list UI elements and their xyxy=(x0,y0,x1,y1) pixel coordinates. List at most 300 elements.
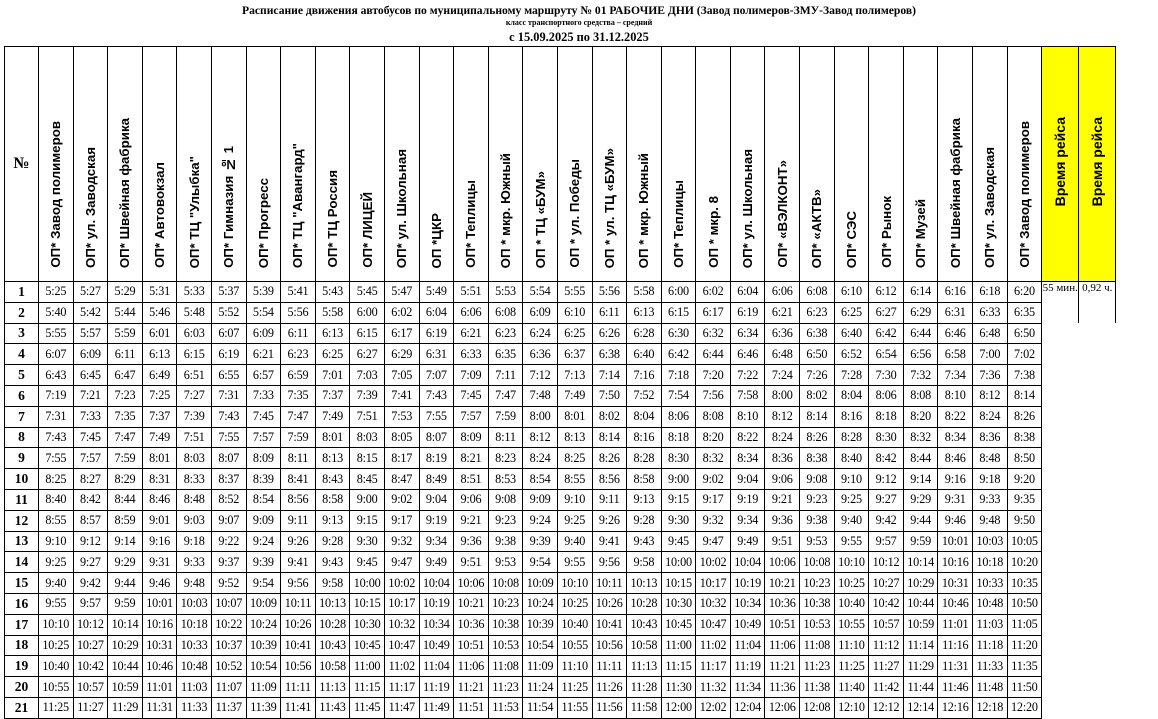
departure-time: 9:24 xyxy=(523,510,558,531)
departure-time: 7:21 xyxy=(73,385,108,406)
departure-time: 11:13 xyxy=(627,656,662,677)
departure-time: 10:15 xyxy=(350,593,385,614)
departure-time: 9:18 xyxy=(973,469,1008,490)
departure-time: 11:33 xyxy=(973,656,1008,677)
departure-time: 7:58 xyxy=(730,385,765,406)
departure-time: 6:02 xyxy=(384,302,419,323)
departure-time: 10:36 xyxy=(454,614,489,635)
departure-time: 7:32 xyxy=(903,365,938,386)
departure-time: 8:24 xyxy=(765,427,800,448)
departure-time: 8:05 xyxy=(384,427,419,448)
departure-time: 9:09 xyxy=(246,510,281,531)
departure-time: 6:28 xyxy=(627,323,662,344)
departure-time: 11:42 xyxy=(869,677,904,698)
departure-time: 9:45 xyxy=(350,552,385,573)
trip-number: 4 xyxy=(5,344,39,365)
blank-area xyxy=(1042,323,1116,718)
departure-time: 8:09 xyxy=(454,427,489,448)
departure-time: 7:43 xyxy=(211,406,246,427)
departure-time: 10:45 xyxy=(350,635,385,656)
departure-time: 6:42 xyxy=(869,323,904,344)
departure-time: 10:43 xyxy=(627,614,662,635)
table-row xyxy=(5,323,1116,344)
departure-time: 10:30 xyxy=(661,593,696,614)
departure-time: 8:30 xyxy=(869,427,904,448)
departure-time: 7:26 xyxy=(800,365,835,386)
departure-time: 5:44 xyxy=(108,302,143,323)
departure-time: 8:24 xyxy=(973,406,1008,427)
trip-number: 1 xyxy=(5,282,39,303)
departure-time: 11:40 xyxy=(834,677,869,698)
departure-time: 7:47 xyxy=(108,427,143,448)
departure-time: 10:04 xyxy=(730,552,765,573)
departure-time: 9:13 xyxy=(315,510,350,531)
departure-time: 8:50 xyxy=(1007,448,1042,469)
departure-time: 9:40 xyxy=(557,531,592,552)
departure-time: 6:48 xyxy=(973,323,1008,344)
departure-time: 6:54 xyxy=(869,344,904,365)
stop-header: ОП* ТЦ "Улыбка" xyxy=(177,47,212,282)
departure-time: 9:00 xyxy=(661,469,696,490)
departure-time: 11:09 xyxy=(246,677,281,698)
departure-time: 6:27 xyxy=(869,302,904,323)
departure-time: 9:25 xyxy=(557,510,592,531)
departure-time: 11:54 xyxy=(523,697,558,718)
departure-time: 10:21 xyxy=(765,573,800,594)
departure-time: 10:14 xyxy=(108,614,143,635)
departure-time: 6:03 xyxy=(177,323,212,344)
departure-time: 8:55 xyxy=(557,469,592,490)
departure-time: 10:23 xyxy=(800,573,835,594)
departure-time: 5:56 xyxy=(592,282,627,303)
departure-time: 9:04 xyxy=(419,489,454,510)
departure-time: 11:29 xyxy=(903,656,938,677)
departure-time: 9:43 xyxy=(315,552,350,573)
departure-time: 8:54 xyxy=(523,469,558,490)
departure-time: 8:57 xyxy=(73,510,108,531)
departure-time: 9:21 xyxy=(765,489,800,510)
departure-time: 6:26 xyxy=(592,323,627,344)
departure-time: 6:45 xyxy=(73,365,108,386)
departure-time: 11:24 xyxy=(523,677,558,698)
departure-time: 8:14 xyxy=(1007,385,1042,406)
departure-time: 6:51 xyxy=(177,365,212,386)
departure-time: 8:48 xyxy=(177,489,212,510)
departure-time: 9:24 xyxy=(246,531,281,552)
departure-time: 9:45 xyxy=(661,531,696,552)
departure-time: 9:49 xyxy=(419,552,454,573)
departure-time: 11:39 xyxy=(246,697,281,718)
departure-time: 8:32 xyxy=(903,427,938,448)
table-row xyxy=(5,344,1116,365)
stop-header: ОП* Завод полимеров xyxy=(1007,47,1042,282)
departure-time: 6:30 xyxy=(661,323,696,344)
departure-time: 6:06 xyxy=(765,282,800,303)
departure-time: 10:33 xyxy=(973,573,1008,594)
departure-time: 10:46 xyxy=(142,656,177,677)
departure-time: 7:52 xyxy=(627,385,662,406)
departure-time: 7:41 xyxy=(384,385,419,406)
departure-time: 10:47 xyxy=(696,614,731,635)
departure-time: 10:48 xyxy=(973,593,1008,614)
departure-time: 9:30 xyxy=(661,510,696,531)
departure-time: 9:33 xyxy=(973,489,1008,510)
departure-time: 10:53 xyxy=(488,635,523,656)
departure-time: 6:07 xyxy=(39,344,74,365)
departure-time: 8:53 xyxy=(488,469,523,490)
departure-time: 10:48 xyxy=(177,656,212,677)
departure-time: 8:25 xyxy=(39,469,74,490)
departure-time: 9:39 xyxy=(523,531,558,552)
stop-header: ОП* ЛИЦЕЙ xyxy=(350,47,385,282)
departure-time: 10:59 xyxy=(108,677,143,698)
departure-time: 8:16 xyxy=(834,406,869,427)
departure-time: 8:18 xyxy=(869,406,904,427)
departure-time: 10:51 xyxy=(454,635,489,656)
departure-time: 10:03 xyxy=(177,593,212,614)
trip-number: 13 xyxy=(5,531,39,552)
departure-time: 11:55 xyxy=(557,697,592,718)
departure-time: 11:05 xyxy=(1007,614,1042,635)
table-row xyxy=(5,614,1116,635)
trip-number: 18 xyxy=(5,635,39,656)
departure-time: 9:54 xyxy=(523,552,558,573)
departure-time: 10:50 xyxy=(1007,593,1042,614)
departure-time: 11:07 xyxy=(211,677,246,698)
departure-time: 6:00 xyxy=(661,282,696,303)
departure-time: 6:07 xyxy=(211,323,246,344)
departure-time: 11:50 xyxy=(1007,677,1042,698)
table-row xyxy=(5,510,1116,531)
departure-time: 10:55 xyxy=(834,614,869,635)
stop-header: ОП* ТЦ "Авангард" xyxy=(281,47,316,282)
departure-time: 8:08 xyxy=(696,406,731,427)
departure-time: 8:14 xyxy=(800,406,835,427)
departure-time: 5:51 xyxy=(454,282,489,303)
departure-time: 7:51 xyxy=(177,427,212,448)
departure-time: 6:04 xyxy=(419,302,454,323)
departure-time: 7:45 xyxy=(454,385,489,406)
departure-time: 10:12 xyxy=(73,614,108,635)
departure-time: 8:44 xyxy=(108,489,143,510)
departure-time: 8:16 xyxy=(627,427,662,448)
stop-header: ОП* ТЦ Россия xyxy=(315,47,350,282)
departure-time: 8:09 xyxy=(246,448,281,469)
departure-time: 6:21 xyxy=(246,344,281,365)
departure-time: 6:19 xyxy=(730,302,765,323)
departure-time: 8:58 xyxy=(315,489,350,510)
departure-time: 9:08 xyxy=(488,489,523,510)
departure-time: 9:59 xyxy=(903,531,938,552)
table-row xyxy=(5,406,1116,427)
departure-time: 11:32 xyxy=(696,677,731,698)
departure-time: 6:29 xyxy=(384,344,419,365)
departure-time: 8:33 xyxy=(177,469,212,490)
departure-time: 12:10 xyxy=(834,697,869,718)
departure-time: 6:34 xyxy=(730,323,765,344)
table-row xyxy=(5,489,1116,510)
stop-header: ОП* Рынок xyxy=(869,47,904,282)
departure-time: 9:11 xyxy=(592,489,627,510)
departure-time: 9:52 xyxy=(211,573,246,594)
departure-time: 10:30 xyxy=(350,614,385,635)
departure-time: 7:23 xyxy=(108,385,143,406)
departure-time: 7:45 xyxy=(246,406,281,427)
departure-time: 8:54 xyxy=(246,489,281,510)
departure-time: 10:55 xyxy=(39,677,74,698)
departure-time: 8:40 xyxy=(39,489,74,510)
departure-time: 8:38 xyxy=(1007,427,1042,448)
departure-time: 11:11 xyxy=(281,677,316,698)
departure-time: 5:55 xyxy=(39,323,74,344)
departure-time: 6:13 xyxy=(627,302,662,323)
departure-time: 5:48 xyxy=(177,302,212,323)
departure-time: 7:43 xyxy=(39,427,74,448)
departure-time: 5:58 xyxy=(627,282,662,303)
departure-time: 7:03 xyxy=(350,365,385,386)
departure-time: 9:25 xyxy=(834,489,869,510)
departure-time: 7:30 xyxy=(869,365,904,386)
departure-time: 8:01 xyxy=(142,448,177,469)
departure-time: 9:35 xyxy=(1007,489,1042,510)
departure-time: 10:40 xyxy=(834,593,869,614)
departure-time: 9:01 xyxy=(142,510,177,531)
departure-time: 11:02 xyxy=(696,635,731,656)
trip-time-minutes: 55 мин. xyxy=(1042,282,1079,324)
departure-time: 5:53 xyxy=(488,282,523,303)
departure-time: 10:17 xyxy=(696,573,731,594)
departure-time: 7:37 xyxy=(315,385,350,406)
departure-time: 8:20 xyxy=(696,427,731,448)
departure-time: 9:26 xyxy=(281,531,316,552)
departure-time: 10:00 xyxy=(350,573,385,594)
departure-time: 10:47 xyxy=(384,635,419,656)
departure-time: 10:25 xyxy=(834,573,869,594)
stop-header: ОП* Прогресс xyxy=(246,47,281,282)
departure-time: 8:00 xyxy=(765,385,800,406)
departure-time: 7:24 xyxy=(765,365,800,386)
departure-time: 5:58 xyxy=(315,302,350,323)
departure-time: 8:27 xyxy=(73,469,108,490)
departure-time: 8:23 xyxy=(488,448,523,469)
stop-header: ОП * ул. ТЦ «БУМ» xyxy=(592,47,627,282)
departure-time: 6:35 xyxy=(1007,302,1042,323)
departure-time: 11:09 xyxy=(523,656,558,677)
departure-time: 8:08 xyxy=(903,385,938,406)
departure-time: 7:55 xyxy=(39,448,74,469)
departure-time: 8:03 xyxy=(177,448,212,469)
stop-header: ОП * ТЦ «БУМ» xyxy=(523,47,558,282)
departure-time: 9:57 xyxy=(73,593,108,614)
table-row xyxy=(5,656,1116,677)
departure-time: 8:20 xyxy=(903,406,938,427)
departure-time: 10:01 xyxy=(142,593,177,614)
departure-time: 10:26 xyxy=(592,593,627,614)
departure-time: 8:56 xyxy=(592,469,627,490)
departure-time: 6:12 xyxy=(869,282,904,303)
departure-time: 11:15 xyxy=(350,677,385,698)
stop-header: ОП* ул. Заводская xyxy=(973,47,1008,282)
stop-header: ОП* Теплицы xyxy=(661,47,696,282)
departure-time: 10:25 xyxy=(39,635,74,656)
departure-time: 11:25 xyxy=(39,697,74,718)
table-row xyxy=(5,635,1116,656)
departure-time: 11:34 xyxy=(730,677,765,698)
departure-time: 9:07 xyxy=(211,510,246,531)
departure-time: 10:20 xyxy=(1007,552,1042,573)
departure-time: 6:08 xyxy=(800,282,835,303)
departure-time: 8:49 xyxy=(419,469,454,490)
departure-time: 6:19 xyxy=(419,323,454,344)
trip-time-hours: 0,92 ч. xyxy=(1079,282,1116,324)
departure-time: 6:32 xyxy=(696,323,731,344)
departure-time: 10:01 xyxy=(938,531,973,552)
departure-time: 10:13 xyxy=(627,573,662,594)
departure-time: 8:28 xyxy=(834,427,869,448)
departure-time: 7:33 xyxy=(73,406,108,427)
departure-time: 6:44 xyxy=(903,323,938,344)
departure-time: 10:32 xyxy=(384,614,419,635)
departure-time: 10:00 xyxy=(661,552,696,573)
departure-time: 7:50 xyxy=(592,385,627,406)
departure-time: 9:47 xyxy=(384,552,419,573)
trip-number: 2 xyxy=(5,302,39,323)
departure-time: 10:24 xyxy=(523,593,558,614)
departure-time: 8:15 xyxy=(350,448,385,469)
departure-time: 11:01 xyxy=(938,614,973,635)
departure-time: 6:02 xyxy=(696,282,731,303)
departure-time: 6:49 xyxy=(142,365,177,386)
departure-time: 11:38 xyxy=(800,677,835,698)
departure-time: 7:47 xyxy=(281,406,316,427)
departure-time: 6:29 xyxy=(903,302,938,323)
departure-time: 8:13 xyxy=(557,427,592,448)
departure-time: 9:18 xyxy=(177,531,212,552)
departure-time: 8:21 xyxy=(454,448,489,469)
departure-time: 10:10 xyxy=(834,552,869,573)
departure-time: 9:08 xyxy=(800,469,835,490)
departure-time: 6:17 xyxy=(384,323,419,344)
stop-header: ОП* ул. Заводская xyxy=(73,47,108,282)
departure-time: 11:10 xyxy=(834,635,869,656)
departure-time: 8:46 xyxy=(142,489,177,510)
departure-time: 11:18 xyxy=(973,635,1008,656)
departure-time: 6:23 xyxy=(281,344,316,365)
trip-time-header-minutes: Время рейса xyxy=(1042,47,1079,282)
departure-time: 9:06 xyxy=(454,489,489,510)
departure-time: 10:13 xyxy=(315,593,350,614)
departure-time: 7:33 xyxy=(246,385,281,406)
departure-time: 10:55 xyxy=(557,635,592,656)
departure-time: 7:59 xyxy=(488,406,523,427)
departure-time: 9:32 xyxy=(384,531,419,552)
departure-time: 10:10 xyxy=(39,614,74,635)
departure-time: 10:05 xyxy=(1007,531,1042,552)
departure-time: 7:55 xyxy=(211,427,246,448)
departure-time: 7:57 xyxy=(246,427,281,448)
departure-time: 9:10 xyxy=(557,489,592,510)
departure-time: 8:48 xyxy=(973,448,1008,469)
departure-time: 11:19 xyxy=(419,677,454,698)
departure-time: 5:45 xyxy=(350,282,385,303)
departure-time: 7:12 xyxy=(523,365,558,386)
departure-time: 9:51 xyxy=(454,552,489,573)
stop-header: ОП* Завод полимеров xyxy=(39,47,74,282)
departure-time: 7:19 xyxy=(39,385,74,406)
stop-header: ОП* СЭС xyxy=(834,47,869,282)
trip-number: 9 xyxy=(5,448,39,469)
departure-time: 7:20 xyxy=(696,365,731,386)
departure-time: 6:25 xyxy=(315,344,350,365)
trip-number: 5 xyxy=(5,365,39,386)
departure-time: 12:16 xyxy=(938,697,973,718)
departure-time: 8:12 xyxy=(765,406,800,427)
departure-time: 5:46 xyxy=(142,302,177,323)
departure-time: 10:17 xyxy=(384,593,419,614)
departure-time: 6:31 xyxy=(938,302,973,323)
departure-time: 7:01 xyxy=(315,365,350,386)
departure-time: 10:03 xyxy=(973,531,1008,552)
departure-time: 10:29 xyxy=(903,573,938,594)
departure-time: 6:21 xyxy=(765,302,800,323)
departure-time: 6:37 xyxy=(557,344,592,365)
departure-time: 10:02 xyxy=(384,573,419,594)
departure-time: 7:31 xyxy=(39,406,74,427)
table-row xyxy=(5,427,1116,448)
departure-time: 11:44 xyxy=(903,677,938,698)
trip-time-header-hours: Время рейса xyxy=(1079,47,1116,282)
departure-time: 6:55 xyxy=(211,365,246,386)
departure-time: 6:15 xyxy=(350,323,385,344)
departure-time: 8:10 xyxy=(938,385,973,406)
departure-time: 10:27 xyxy=(73,635,108,656)
departure-time: 11:15 xyxy=(661,656,696,677)
stop-header: ОП * ул. Победы xyxy=(557,47,592,282)
departure-time: 5:56 xyxy=(281,302,316,323)
departure-time: 7:39 xyxy=(350,385,385,406)
departure-time: 10:09 xyxy=(523,573,558,594)
departure-time: 11:21 xyxy=(454,677,489,698)
departure-time: 6:48 xyxy=(765,344,800,365)
departure-time: 10:59 xyxy=(903,614,938,635)
departure-time: 5:31 xyxy=(142,282,177,303)
departure-time: 10:25 xyxy=(557,593,592,614)
departure-time: 7:34 xyxy=(938,365,973,386)
departure-time: 6:11 xyxy=(108,344,143,365)
table-row xyxy=(5,677,1116,698)
stop-header: ОП * мкр. 8 xyxy=(696,47,731,282)
departure-time: 8:42 xyxy=(869,448,904,469)
departure-time: 9:12 xyxy=(869,469,904,490)
departure-time: 11:03 xyxy=(177,677,212,698)
departure-time: 6:15 xyxy=(177,344,212,365)
departure-time: 10:10 xyxy=(557,573,592,594)
departure-time: 7:22 xyxy=(730,365,765,386)
departure-time: 6:17 xyxy=(696,302,731,323)
departure-time: 11:31 xyxy=(938,656,973,677)
departure-time: 12:14 xyxy=(903,697,938,718)
departure-time: 9:51 xyxy=(765,531,800,552)
departure-time: 9:00 xyxy=(350,489,385,510)
departure-time: 6:11 xyxy=(592,302,627,323)
trip-number: 16 xyxy=(5,593,39,614)
departure-time: 11:08 xyxy=(800,635,835,656)
departure-time: 8:02 xyxy=(592,406,627,427)
departure-time: 10:11 xyxy=(592,573,627,594)
departure-time: 5:41 xyxy=(281,282,316,303)
table-row xyxy=(5,469,1116,490)
departure-time: 10:52 xyxy=(211,656,246,677)
